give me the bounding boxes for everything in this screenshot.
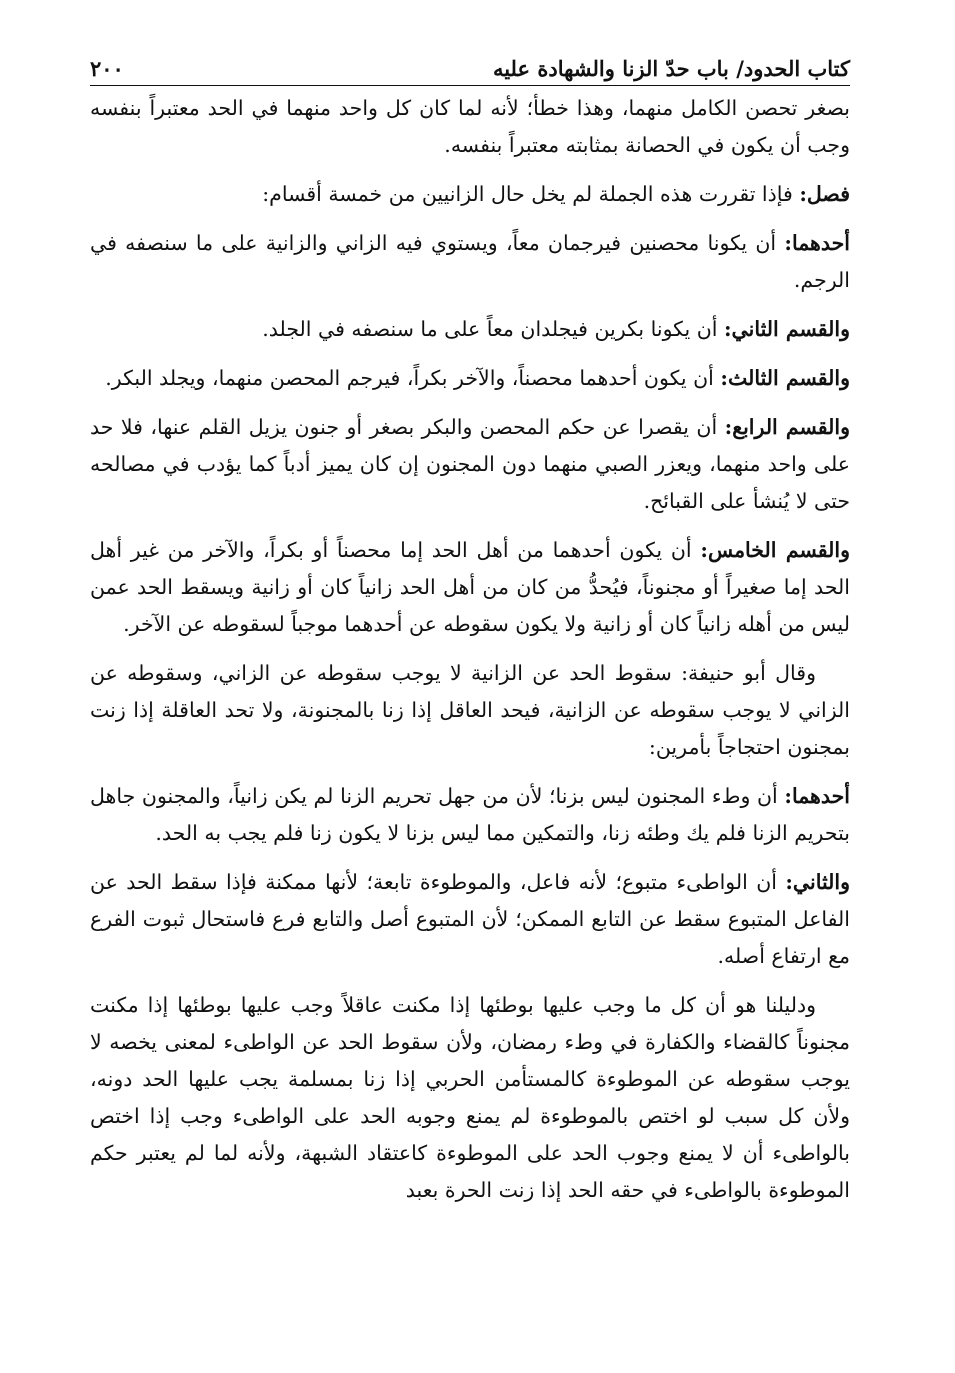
paragraph [90, 778, 850, 852]
paragraph-text: فإذا تقررت هذه الجملة لم يخل حال الزانيين من خمسة أقسام: [262, 182, 800, 206]
paragraph-lead: والقسم الخامس: [700, 538, 851, 562]
running-header [90, 56, 850, 86]
paragraph-lead: أحدهما: [784, 231, 850, 255]
paragraph-text: أن يكونا محصنين فيرجمان معاً، ويستوي فيه الزاني والزانية على ما سنصفه في الرجم. [90, 231, 850, 292]
paragraph [90, 225, 850, 299]
paragraph [90, 987, 850, 1209]
running-title: كتاب الحدود/ باب حدّ الزنا والشهادة عليه [492, 56, 850, 81]
paragraph-text: أن يكون أحدهما محصناً، والآخر بكراً، فيرجم المحصن منهما، ويجلد البكر. [105, 366, 721, 390]
paragraph-text: ودليلنا هو أن كل ما وجب عليها بوطئها إذا مكنت عاقلاً وجب عليها بوطئها إذا مكنت مجنوناً كالقضاء والكفارة في وطء رمضان، ولأن سقوط الحد عن الواطىء لمعنى يخصه لا يوجب سقوطه عن الموطوءة كالمستأمن الحربي إذا زنا بمسلمة يجب عليها الحد دونه، ولأن كل سبب لو اختص بالموطوءة لم يمنع وجوبه الحد على الواطىء وجب إذا اختص بالواطىء أن لا يمنع وجوب الحد على الموطوءة كاعتقاد الشبهة، ولأنه لما لم يعتبر حكم الموطوءة بالواطىء في حقه الحد إذا زنت الحرة بعبد [90, 993, 850, 1202]
paragraph [90, 409, 850, 520]
paragraph-text: أن يكونا بكرين فيجلدان معاً على ما سنصفه في الجلد. [262, 317, 724, 341]
page-number: ٢٠٠ [90, 56, 124, 81]
paragraph-text: بصغر تحصن الكامل منهما، وهذا خطأ؛ لأنه لما كان كل واحد منهما في الحد معتبراً بنفسه وجب أن يكون في الحصانة بمثابته معتبراً بنفسه. [90, 96, 850, 157]
paragraph [90, 655, 850, 766]
paragraph [90, 532, 850, 643]
paragraph-text: أن وطء المجنون ليس بزنا؛ لأن من جهل تحريم الزنا لم يكن زانياً، والمجنون جاهل بتحريم الزنا فلم يك وطئه زنا، والتمكين مما ليس بزنا لا يكون زنا فلم يجب به الحد. [90, 784, 850, 845]
paragraph-lead: والثاني: [785, 870, 850, 894]
paragraph-text: أن الواطىء متبوع؛ لأنه فاعل، والموطوءة تابعة؛ لأنها ممكنة فإذا سقط الحد عن الفاعل المتبوع سقط عن التابع الممكن؛ لأن المتبوع أصل والتابع فرع فاستحال ثبوت الفرع مع ارتفاع أصله. [90, 870, 850, 968]
paragraph [90, 864, 850, 975]
paragraph-lead: والقسم الثاني: [723, 317, 850, 341]
paragraph-lead: والقسم الثالث: [720, 366, 850, 390]
paragraph-text: أن يكون أحدهما من أهل الحد إما محصناً أو بكراً، والآخر من غير أهل الحد إما صغيراً أو مجنوناً، فيُحدُّ من كان من أهل الحد زانياً كان أو زانية ويسقط الحد عمن ليس من أهله زانياً كان أو زانية ولا يكون سقوطه عن أحدهما موجباً لسقوطه عن الآخر. [90, 538, 850, 636]
paragraph-text: أن يقصرا عن حكم المحصن والبكر بصغر أو جنون يزيل القلم عنها، فلا حد على واحد منهما، ويعزر الصبي منهما دون المجنون إن كان يميز أدباً كما يؤدب في مصالحه حتى لا يُنشأ على القبائح. [90, 415, 850, 513]
paragraph [90, 360, 850, 397]
paragraph-text: وقال أبو حنيفة: سقوط الحد عن الزانية لا يوجب سقوطه عن الزاني، وسقوطه عن الزاني لا يوجب سقوطه عن الزانية، فيحد العاقل إذا زنا بالمجنونة، ولا تحد العاقلة إذا زنت بمجنون احتجاجاً بأمرين: [90, 661, 850, 759]
section-heading-paragraph [90, 176, 850, 213]
paragraph [90, 311, 850, 348]
paragraph [90, 90, 850, 164]
paragraph-lead: والقسم الرابع: [724, 415, 850, 439]
paragraph-lead: أحدهما: [784, 784, 850, 808]
document-page [90, 56, 850, 1221]
paragraph-lead: فصل: [799, 182, 850, 206]
